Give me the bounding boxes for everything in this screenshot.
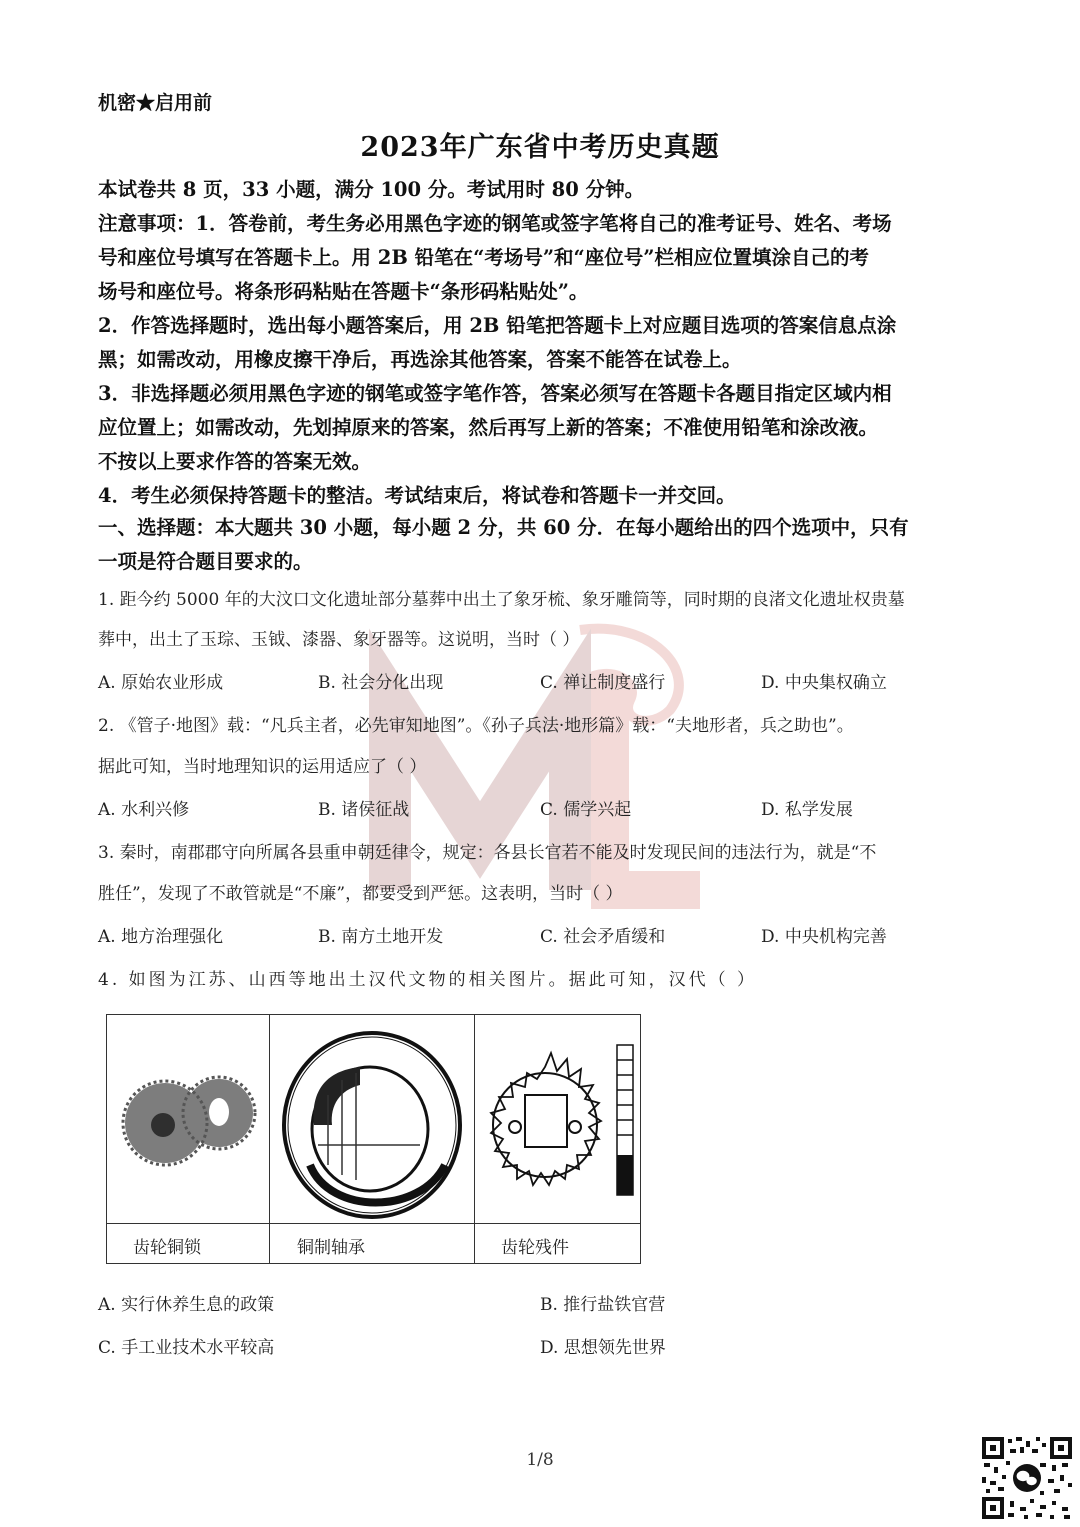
gear-lock-image [107, 1015, 267, 1220]
option-b: B. 社会分化出现 [318, 673, 444, 693]
option-d: D. 思想领先世界 [540, 1338, 666, 1358]
question-text: 胜任”，发现了不敢管就是“不廉”，都要受到严惩。这表明，当时（ ） [98, 884, 623, 904]
option-c: C. 社会矛盾缓和 [540, 927, 666, 947]
question-text: 4. 如图为江苏、山西等地出土汉代文物的相关图片。据此可知，汉代（ ） [98, 970, 758, 990]
instruction-line: 4．考生必须保持答题卡的整洁。考试结束后，将试卷和答题卡一并交回。 [98, 484, 736, 507]
question-text: 据此可知，当时地理知识的运用适应了（ ） [98, 757, 427, 777]
option-d: D. 中央集权确立 [761, 673, 887, 693]
question-text: 葬中，出土了玉琮、玉钺、漆器、象牙器等。这说明，当时（ ） [98, 630, 580, 650]
gear-fragment-image [475, 1015, 642, 1220]
instruction-line: 号和座位号填写在答题卡上。用 2B 铅笔在“考场号”和“座位号”栏相应位置填涂自己的考 [98, 246, 869, 269]
question-text: 2. 《管子·地图》载：“凡兵主者，必先审知地图”。《孙子兵法·地形篇》载：“夫地形者，兵之助也”。 [98, 716, 854, 736]
artifact-figure [106, 1014, 641, 1264]
figure-label: 齿轮铜锁 [133, 1238, 201, 1258]
option-c: C. 儒学兴起 [540, 800, 632, 820]
section-heading: 一项是符合题目要求的。 [98, 550, 313, 573]
option-a: A. 实行休养生息的政策 [98, 1295, 275, 1315]
instruction-line: 场号和座位号。将条形码粘贴在答题卡“条形码粘贴处”。 [98, 280, 589, 303]
option-d: D. 中央机构完善 [761, 927, 887, 947]
instruction-line: 注意事项：1．答卷前，考生务必用黑色字迹的钢笔或签字笔将自己的准考证号、姓名、考场 [98, 212, 892, 235]
confidential-label: 机密★启用前 [98, 92, 213, 114]
page-number: 1/8 [526, 1450, 554, 1470]
page-title: 2023年广东省中考历史真题 [360, 132, 720, 163]
option-b: B. 推行盐铁官营 [540, 1295, 666, 1315]
instruction-line: 黑；如需改动，用橡皮擦干净后，再选涂其他答案，答案不能答在试卷上。 [98, 348, 742, 371]
option-a: A. 地方治理强化 [98, 927, 224, 947]
question-text: 3. 秦时，南郡郡守向所属各县重申朝廷律令，规定：各县长官若不能及时发现民间的违法行为，就是“不 [98, 843, 877, 863]
figure-panel-bearing [270, 1015, 475, 1263]
instruction-line: 本试卷共 8 页，33 小题，满分 100 分。考试用时 80 分钟。 [98, 178, 645, 201]
question-text: 1. 距今约 5000 年的大汶口文化遗址部分墓葬中出土了象牙梳、象牙雕筒等，同时期的良渚文化遗址权贵墓 [98, 590, 905, 610]
figure-panel-gear-lock [107, 1015, 270, 1263]
bronze-bearing-image [270, 1015, 475, 1220]
section-heading: 一、选择题：本大题共 30 小题，每小题 2 分，共 60 分．在每小题给出的四个选项中，只有 [98, 516, 909, 539]
option-d: D. 私学发展 [761, 800, 853, 820]
figure-label: 铜制轴承 [297, 1238, 365, 1258]
option-b: B. 诸侯征战 [318, 800, 410, 820]
figure-panel-gear-fragment [475, 1015, 642, 1263]
option-b: B. 南方土地开发 [318, 927, 444, 947]
figure-caption-divider [107, 1223, 640, 1224]
option-a: A. 原始农业形成 [98, 673, 224, 693]
instruction-line: 3．非选择题必须用黑色字迹的钢笔或签字笔作答，答案必须写在答题卡各题目指定区域内相 [98, 382, 892, 405]
figure-label: 齿轮残件 [501, 1238, 569, 1258]
wechat-qr-code-icon[interactable] [980, 1435, 1074, 1521]
instruction-line: 应位置上；如需改动，先划掉原来的答案，然后再写上新的答案；不准使用铅笔和涂改液。 [98, 416, 879, 439]
option-c: C. 手工业技术水平较高 [98, 1338, 275, 1358]
option-c: C. 禅让制度盛行 [540, 673, 666, 693]
instruction-line: 不按以上要求作答的答案无效。 [98, 450, 372, 473]
option-a: A. 水利兴修 [98, 800, 190, 820]
instruction-line: 2．作答选择题时，选出每小题答案后，用 2B 铅笔把答题卡上对应题目选项的答案信息点涂 [98, 314, 897, 337]
